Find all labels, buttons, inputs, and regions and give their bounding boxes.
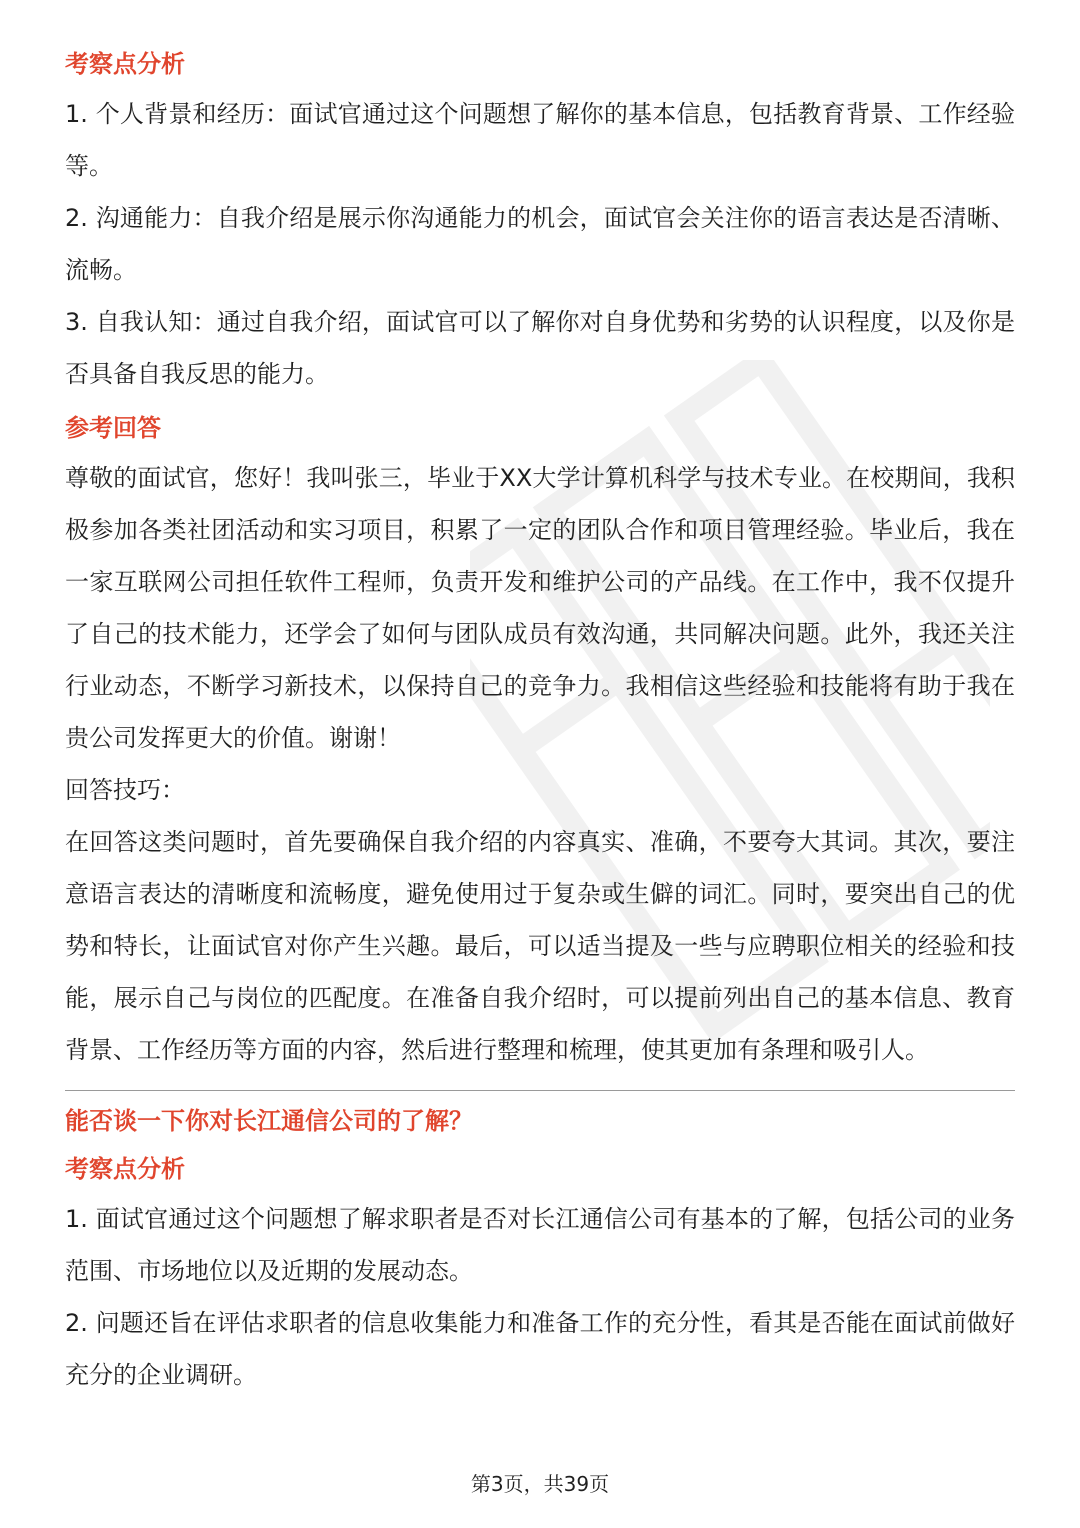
tips-label: 回答技巧： — [65, 776, 185, 804]
question-title: 能否谈一下你对长江通信公司的了解？ — [65, 1107, 473, 1135]
answer-heading: 参考回答 — [65, 414, 161, 442]
analysis-item: 2. 沟通能力：自我介绍是展示你沟通能力的机会，面试官会关注你的语言表达是否清晰、流畅。 — [65, 204, 1015, 284]
analysis-item: 3. 自我认知：通过自我介绍，面试官可以了解你对自身优势和劣势的认识程度，以及你是否具备自我反思的能力。 — [65, 308, 1015, 388]
tips-text: 在回答这类问题时，首先要确保自我介绍的内容真实、准确，不要夸大其词。其次，要注意语言表达的清晰度和流畅度，避免使用过于复杂或生僻的词汇。同时，要突出自己的优势和特长，让面试官对你产生兴趣。最后，可以适当提及一些与应聘职位相关的经验和技能，展示自己与岗位的匹配度。在准备自我介绍时，可以提前列出自己的基本信息、教育背景、工作经历等方面的内容，然后进行整理和梳理，使其更加有条理和吸引人。 — [65, 828, 1015, 1064]
answer-text: 尊敬的面试官，您好！我叫张三，毕业于XX大学计算机科学与技术专业。在校期间，我积极参加各类社团活动和实习项目，积累了一定的团队合作和项目管理经验。毕业后，我在一家互联网公司担任软件工程师，负责开发和维护公司的产品线。在工作中，我不仅提升了自己的技术能力，还学会了如何与团队成员有效沟通，共同解决问题。此外，我还关注行业动态，不断学习新技术，以保持自己的竞争力。我相信这些经验和技能将有助于我在贵公司发挥更大的价值。谢谢！ — [65, 464, 1015, 752]
analysis-heading: 考察点分析 — [65, 50, 185, 78]
analysis-item: 1. 面试官通过这个问题想了解求职者是否对长江通信公司有基本的了解，包括公司的业务范围、市场地位以及近期的发展动态。 — [65, 1205, 1015, 1285]
document-page — [65, 40, 1015, 1401]
section-divider — [65, 1090, 1015, 1091]
analysis-heading: 考察点分析 — [65, 1155, 185, 1183]
analysis-item: 1. 个人背景和经历：面试官通过这个问题想了解你的基本信息，包括教育背景、工作经验等。 — [65, 100, 1015, 180]
page-number: 第3页，共39页 — [470, 1472, 610, 1496]
analysis-item: 2. 问题还旨在评估求职者的信息收集能力和准备工作的充分性，看其是否能在面试前做好充分的企业调研。 — [65, 1309, 1015, 1389]
